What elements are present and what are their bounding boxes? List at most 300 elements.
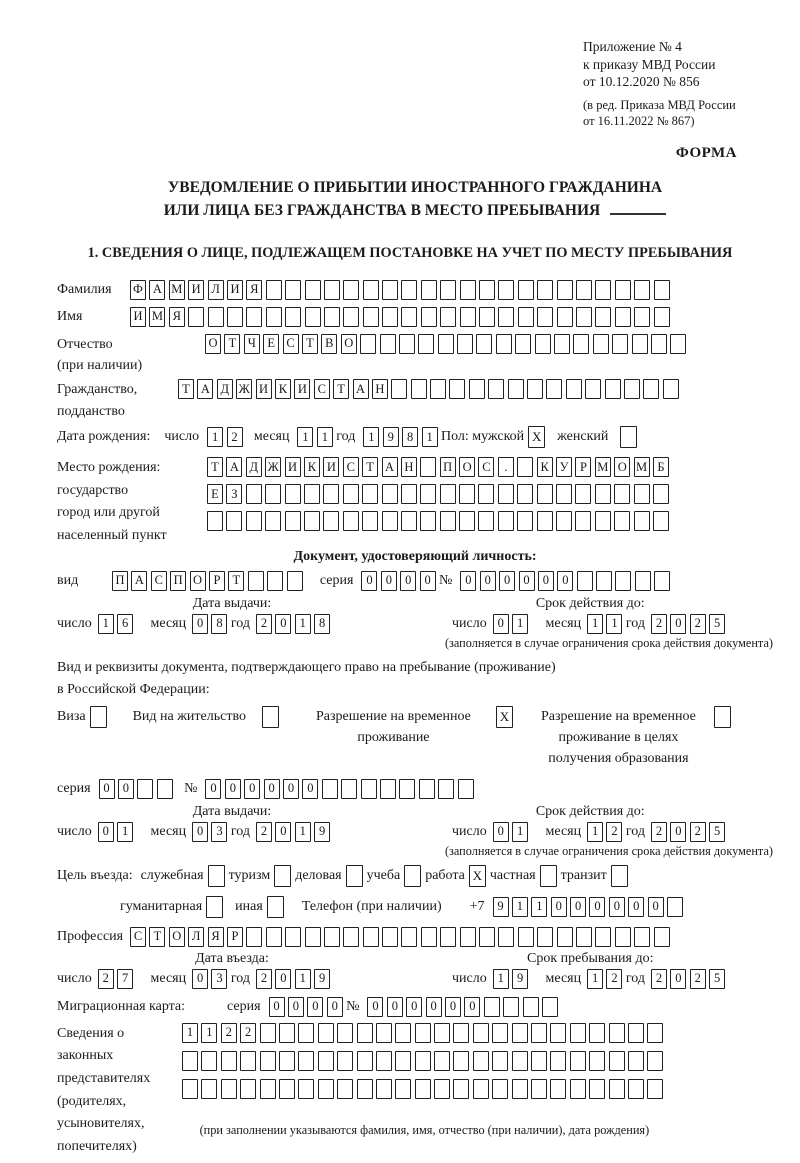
form-cell[interactable]: П <box>440 457 456 477</box>
form-cell[interactable]: 2 <box>240 1023 256 1043</box>
form-cell[interactable] <box>221 1051 237 1071</box>
form-cell[interactable] <box>512 1023 528 1043</box>
form-cell[interactable] <box>287 571 303 591</box>
form-cell[interactable] <box>570 1079 586 1099</box>
form-cell[interactable] <box>360 334 376 354</box>
form-cell[interactable] <box>585 379 601 399</box>
form-cell[interactable] <box>531 1051 547 1071</box>
form-cell[interactable] <box>566 379 582 399</box>
form-cell[interactable] <box>615 927 631 947</box>
form-cell[interactable] <box>298 1023 314 1043</box>
residence-permit-checkbox[interactable] <box>262 706 279 728</box>
form-cell[interactable] <box>420 511 436 531</box>
form-cell[interactable]: 0 <box>264 779 280 799</box>
form-cell[interactable]: 2 <box>227 427 243 447</box>
form-cell[interactable] <box>531 1023 547 1043</box>
form-cell[interactable] <box>420 484 436 504</box>
form-cell[interactable] <box>182 1079 198 1099</box>
form-cell[interactable] <box>634 280 650 300</box>
form-cell[interactable] <box>399 779 415 799</box>
form-cell[interactable] <box>430 379 446 399</box>
form-cell[interactable] <box>531 1079 547 1099</box>
form-cell[interactable] <box>421 307 437 327</box>
form-cell[interactable]: 1 <box>606 614 622 634</box>
form-cell[interactable] <box>380 779 396 799</box>
form-cell[interactable] <box>419 779 435 799</box>
form-cell[interactable]: 1 <box>182 1023 198 1043</box>
form-cell[interactable]: Д <box>217 379 233 399</box>
form-cell[interactable] <box>401 307 417 327</box>
temp-residence-education-checkbox[interactable] <box>714 706 731 728</box>
form-cell[interactable] <box>550 1079 566 1099</box>
form-cell[interactable] <box>651 334 667 354</box>
form-cell[interactable]: 1 <box>531 897 547 917</box>
form-cell[interactable]: С <box>478 457 494 477</box>
form-cell[interactable]: 0 <box>387 997 403 1017</box>
form-cell[interactable] <box>279 1079 295 1099</box>
form-cell[interactable] <box>363 307 379 327</box>
form-cell[interactable] <box>498 307 514 327</box>
form-cell[interactable]: Л <box>188 927 204 947</box>
form-cell[interactable] <box>399 334 415 354</box>
form-cell[interactable] <box>577 571 593 591</box>
form-cell[interactable]: Б <box>653 457 669 477</box>
form-cell[interactable] <box>285 511 301 531</box>
form-cell[interactable]: А <box>382 457 398 477</box>
form-cell[interactable] <box>343 927 359 947</box>
form-cell[interactable] <box>438 334 454 354</box>
form-cell[interactable] <box>305 307 321 327</box>
form-cell[interactable] <box>285 307 301 327</box>
form-cell[interactable]: 0 <box>670 614 686 634</box>
form-cell[interactable] <box>440 511 456 531</box>
form-cell[interactable] <box>361 779 377 799</box>
form-cell[interactable] <box>498 927 514 947</box>
form-cell[interactable]: 0 <box>400 571 416 591</box>
form-cell[interactable]: Ж <box>265 457 281 477</box>
form-cell[interactable]: 0 <box>275 614 291 634</box>
form-cell[interactable]: 3 <box>211 969 227 989</box>
form-cell[interactable] <box>518 307 534 327</box>
form-cell[interactable] <box>362 484 378 504</box>
form-cell[interactable]: 1 <box>295 614 311 634</box>
form-cell[interactable] <box>589 1023 605 1043</box>
form-cell[interactable] <box>503 997 519 1017</box>
form-cell[interactable]: А <box>226 457 242 477</box>
form-cell[interactable]: 8 <box>211 614 227 634</box>
form-cell[interactable] <box>537 511 553 531</box>
purpose-official-checkbox[interactable] <box>208 865 225 887</box>
form-cell[interactable] <box>246 511 262 531</box>
form-cell[interactable] <box>628 1079 644 1099</box>
form-cell[interactable] <box>380 334 396 354</box>
form-cell[interactable] <box>266 280 282 300</box>
form-cell[interactable]: 0 <box>99 779 115 799</box>
form-cell[interactable] <box>654 280 670 300</box>
form-cell[interactable]: И <box>285 457 301 477</box>
form-cell[interactable] <box>478 511 494 531</box>
form-cell[interactable] <box>265 484 281 504</box>
form-cell[interactable] <box>595 511 611 531</box>
form-cell[interactable] <box>460 927 476 947</box>
form-cell[interactable] <box>279 1023 295 1043</box>
form-cell[interactable] <box>575 484 591 504</box>
form-cell[interactable] <box>517 484 533 504</box>
form-cell[interactable] <box>476 334 492 354</box>
form-cell[interactable] <box>395 1051 411 1071</box>
form-cell[interactable] <box>449 379 465 399</box>
form-cell[interactable]: 1 <box>297 427 313 447</box>
form-cell[interactable]: 2 <box>256 614 272 634</box>
form-cell[interactable] <box>647 1079 663 1099</box>
form-cell[interactable] <box>357 1051 373 1071</box>
form-cell[interactable] <box>382 927 398 947</box>
form-cell[interactable]: 6 <box>117 614 133 634</box>
form-cell[interactable]: 0 <box>648 897 664 917</box>
form-cell[interactable]: 0 <box>460 571 476 591</box>
form-cell[interactable]: 0 <box>269 997 285 1017</box>
form-cell[interactable] <box>298 1051 314 1071</box>
form-cell[interactable] <box>324 927 340 947</box>
form-cell[interactable] <box>285 484 301 504</box>
form-cell[interactable] <box>589 1079 605 1099</box>
form-cell[interactable]: 0 <box>464 997 480 1017</box>
form-cell[interactable]: Т <box>228 571 244 591</box>
form-cell[interactable]: Ф <box>130 280 146 300</box>
form-cell[interactable]: И <box>256 379 272 399</box>
form-cell[interactable]: 1 <box>512 614 528 634</box>
form-cell[interactable] <box>647 1051 663 1071</box>
form-cell[interactable]: М <box>149 307 165 327</box>
form-cell[interactable] <box>376 1023 392 1043</box>
form-cell[interactable] <box>322 779 338 799</box>
form-cell[interactable] <box>201 1079 217 1099</box>
form-cell[interactable]: 0 <box>589 897 605 917</box>
form-cell[interactable]: 0 <box>551 897 567 917</box>
form-cell[interactable]: 0 <box>499 571 515 591</box>
form-cell[interactable] <box>460 307 476 327</box>
form-cell[interactable] <box>595 280 611 300</box>
form-cell[interactable] <box>634 927 650 947</box>
form-cell[interactable] <box>473 1023 489 1043</box>
form-cell[interactable]: В <box>321 334 337 354</box>
form-cell[interactable] <box>305 927 321 947</box>
form-cell[interactable]: 0 <box>628 897 644 917</box>
form-cell[interactable]: Т <box>302 334 318 354</box>
form-cell[interactable] <box>595 484 611 504</box>
visa-checkbox[interactable] <box>90 706 107 728</box>
form-cell[interactable] <box>615 307 631 327</box>
form-cell[interactable] <box>635 571 651 591</box>
form-cell[interactable] <box>240 1051 256 1071</box>
sex-male-checkbox[interactable]: X <box>528 426 545 448</box>
form-cell[interactable]: И <box>188 280 204 300</box>
sex-female-checkbox[interactable] <box>620 426 637 448</box>
form-cell[interactable] <box>208 307 224 327</box>
form-cell[interactable]: 0 <box>426 997 442 1017</box>
form-cell[interactable]: 0 <box>192 614 208 634</box>
form-cell[interactable]: 1 <box>295 822 311 842</box>
form-cell[interactable] <box>401 511 417 531</box>
form-cell[interactable] <box>285 280 301 300</box>
form-cell[interactable] <box>557 927 573 947</box>
form-cell[interactable]: 9 <box>512 969 528 989</box>
form-cell[interactable] <box>498 511 514 531</box>
form-cell[interactable] <box>609 1051 625 1071</box>
form-cell[interactable]: Р <box>209 571 225 591</box>
form-cell[interactable]: 5 <box>709 969 725 989</box>
form-cell[interactable] <box>207 511 223 531</box>
form-cell[interactable] <box>605 379 621 399</box>
form-cell[interactable] <box>298 1079 314 1099</box>
form-cell[interactable] <box>663 379 679 399</box>
form-cell[interactable] <box>492 1023 508 1043</box>
form-cell[interactable]: И <box>227 280 243 300</box>
form-cell[interactable] <box>550 1051 566 1071</box>
form-cell[interactable]: М <box>169 280 185 300</box>
form-cell[interactable] <box>596 571 612 591</box>
form-cell[interactable] <box>415 1079 431 1099</box>
form-cell[interactable] <box>362 511 378 531</box>
form-cell[interactable]: 0 <box>327 997 343 1017</box>
form-cell[interactable] <box>479 280 495 300</box>
form-cell[interactable]: Ж <box>236 379 252 399</box>
form-cell[interactable] <box>376 1051 392 1071</box>
form-cell[interactable] <box>337 1023 353 1043</box>
form-cell[interactable] <box>440 280 456 300</box>
form-cell[interactable] <box>537 280 553 300</box>
form-cell[interactable] <box>391 379 407 399</box>
form-cell[interactable]: 2 <box>690 969 706 989</box>
form-cell[interactable]: Н <box>401 457 417 477</box>
form-cell[interactable]: И <box>130 307 146 327</box>
form-cell[interactable] <box>518 927 534 947</box>
form-cell[interactable]: 5 <box>709 614 725 634</box>
form-cell[interactable] <box>546 379 562 399</box>
form-cell[interactable] <box>667 897 683 917</box>
form-cell[interactable] <box>518 280 534 300</box>
form-cell[interactable] <box>440 307 456 327</box>
form-cell[interactable] <box>570 1023 586 1043</box>
form-cell[interactable] <box>395 1023 411 1043</box>
form-cell[interactable] <box>265 511 281 531</box>
form-cell[interactable] <box>614 511 630 531</box>
form-cell[interactable] <box>537 927 553 947</box>
form-cell[interactable]: 0 <box>670 822 686 842</box>
form-cell[interactable]: О <box>614 457 630 477</box>
form-cell[interactable]: К <box>537 457 553 477</box>
form-cell[interactable] <box>634 511 650 531</box>
form-cell[interactable] <box>609 1023 625 1043</box>
form-cell[interactable] <box>498 280 514 300</box>
form-cell[interactable]: 5 <box>709 822 725 842</box>
form-cell[interactable] <box>595 307 611 327</box>
form-cell[interactable] <box>512 1079 528 1099</box>
form-cell[interactable] <box>453 1051 469 1071</box>
form-cell[interactable] <box>382 307 398 327</box>
form-cell[interactable] <box>643 379 659 399</box>
form-cell[interactable]: У <box>556 457 572 477</box>
form-cell[interactable] <box>337 1079 353 1099</box>
form-cell[interactable]: З <box>226 484 242 504</box>
form-cell[interactable]: Р <box>227 927 243 947</box>
form-cell[interactable] <box>484 997 500 1017</box>
form-cell[interactable] <box>654 571 670 591</box>
form-cell[interactable]: 0 <box>609 897 625 917</box>
form-cell[interactable]: 9 <box>314 969 330 989</box>
form-cell[interactable]: А <box>131 571 147 591</box>
form-cell[interactable] <box>401 927 417 947</box>
form-cell[interactable]: 0 <box>361 571 377 591</box>
form-cell[interactable] <box>570 1051 586 1071</box>
form-cell[interactable] <box>440 484 456 504</box>
purpose-private-checkbox[interactable] <box>540 865 557 887</box>
form-cell[interactable] <box>438 779 454 799</box>
form-cell[interactable]: 8 <box>402 427 418 447</box>
form-cell[interactable]: 3 <box>211 822 227 842</box>
form-cell[interactable] <box>628 1051 644 1071</box>
form-cell[interactable] <box>593 334 609 354</box>
form-cell[interactable] <box>221 1079 237 1099</box>
form-cell[interactable] <box>557 280 573 300</box>
form-cell[interactable] <box>182 1051 198 1071</box>
form-cell[interactable] <box>248 571 264 591</box>
form-cell[interactable]: 0 <box>205 779 221 799</box>
form-cell[interactable] <box>647 1023 663 1043</box>
form-cell[interactable]: С <box>283 334 299 354</box>
form-cell[interactable]: 9 <box>314 822 330 842</box>
purpose-humanitarian-checkbox[interactable] <box>206 896 223 918</box>
purpose-other-checkbox[interactable] <box>267 896 284 918</box>
form-cell[interactable] <box>260 1051 276 1071</box>
form-cell[interactable] <box>575 511 591 531</box>
form-cell[interactable] <box>473 1079 489 1099</box>
form-cell[interactable]: Я <box>208 927 224 947</box>
form-cell[interactable]: 1 <box>587 614 603 634</box>
form-cell[interactable] <box>550 1023 566 1043</box>
form-cell[interactable] <box>401 280 417 300</box>
form-cell[interactable] <box>343 280 359 300</box>
form-cell[interactable] <box>670 334 686 354</box>
form-cell[interactable] <box>556 484 572 504</box>
form-cell[interactable] <box>576 927 592 947</box>
form-cell[interactable] <box>537 307 553 327</box>
form-cell[interactable] <box>363 280 379 300</box>
form-cell[interactable]: 1 <box>587 969 603 989</box>
form-cell[interactable] <box>266 927 282 947</box>
form-cell[interactable]: А <box>353 379 369 399</box>
form-cell[interactable] <box>589 1051 605 1071</box>
form-cell[interactable] <box>279 1051 295 1071</box>
form-cell[interactable] <box>304 484 320 504</box>
form-cell[interactable] <box>343 511 359 531</box>
form-cell[interactable] <box>653 484 669 504</box>
form-cell[interactable] <box>137 779 153 799</box>
form-cell[interactable] <box>554 334 570 354</box>
form-cell[interactable] <box>479 307 495 327</box>
form-cell[interactable]: К <box>275 379 291 399</box>
form-cell[interactable]: 0 <box>420 571 436 591</box>
form-cell[interactable] <box>595 927 611 947</box>
form-cell[interactable] <box>517 457 533 477</box>
form-cell[interactable]: 1 <box>512 897 528 917</box>
form-cell[interactable] <box>376 1079 392 1099</box>
form-cell[interactable]: 0 <box>367 997 383 1017</box>
place-name-blank[interactable] <box>610 201 666 215</box>
form-cell[interactable] <box>632 334 648 354</box>
form-cell[interactable] <box>420 457 436 477</box>
form-cell[interactable]: 1 <box>295 969 311 989</box>
form-cell[interactable] <box>401 484 417 504</box>
form-cell[interactable] <box>440 927 456 947</box>
form-cell[interactable] <box>537 484 553 504</box>
form-cell[interactable]: Е <box>263 334 279 354</box>
form-cell[interactable] <box>615 571 631 591</box>
form-cell[interactable] <box>318 1079 334 1099</box>
form-cell[interactable]: 1 <box>98 614 114 634</box>
form-cell[interactable]: 0 <box>406 997 422 1017</box>
form-cell[interactable]: Т <box>149 927 165 947</box>
form-cell[interactable]: 1 <box>117 822 133 842</box>
form-cell[interactable] <box>609 1079 625 1099</box>
form-cell[interactable]: И <box>323 457 339 477</box>
form-cell[interactable]: 0 <box>192 969 208 989</box>
form-cell[interactable]: 0 <box>557 571 573 591</box>
form-cell[interactable] <box>343 484 359 504</box>
form-cell[interactable] <box>285 927 301 947</box>
form-cell[interactable] <box>382 280 398 300</box>
form-cell[interactable] <box>515 334 531 354</box>
form-cell[interactable] <box>227 307 243 327</box>
form-cell[interactable] <box>612 334 628 354</box>
form-cell[interactable] <box>246 307 262 327</box>
form-cell[interactable] <box>411 379 427 399</box>
form-cell[interactable] <box>304 511 320 531</box>
form-cell[interactable] <box>240 1079 256 1099</box>
form-cell[interactable]: 0 <box>445 997 461 1017</box>
form-cell[interactable] <box>357 1023 373 1043</box>
form-cell[interactable]: 2 <box>651 822 667 842</box>
form-cell[interactable] <box>478 484 494 504</box>
purpose-study-checkbox[interactable] <box>404 865 421 887</box>
form-cell[interactable]: 0 <box>493 822 509 842</box>
form-cell[interactable] <box>188 307 204 327</box>
form-cell[interactable]: Н <box>372 379 388 399</box>
form-cell[interactable] <box>628 1023 644 1043</box>
form-cell[interactable] <box>576 307 592 327</box>
form-cell[interactable]: М <box>634 457 650 477</box>
form-cell[interactable]: Р <box>575 457 591 477</box>
form-cell[interactable] <box>458 779 474 799</box>
form-cell[interactable]: Т <box>178 379 194 399</box>
form-cell[interactable] <box>318 1023 334 1043</box>
form-cell[interactable] <box>523 997 539 1017</box>
form-cell[interactable] <box>246 484 262 504</box>
form-cell[interactable] <box>434 1079 450 1099</box>
form-cell[interactable]: 0 <box>192 822 208 842</box>
form-cell[interactable] <box>624 379 640 399</box>
form-cell[interactable]: Д <box>246 457 262 477</box>
form-cell[interactable]: П <box>112 571 128 591</box>
form-cell[interactable]: Т <box>333 379 349 399</box>
form-cell[interactable] <box>469 379 485 399</box>
form-cell[interactable] <box>421 927 437 947</box>
form-cell[interactable]: 2 <box>651 614 667 634</box>
form-cell[interactable]: 7 <box>117 969 133 989</box>
form-cell[interactable] <box>343 307 359 327</box>
form-cell[interactable] <box>323 511 339 531</box>
form-cell[interactable] <box>363 927 379 947</box>
